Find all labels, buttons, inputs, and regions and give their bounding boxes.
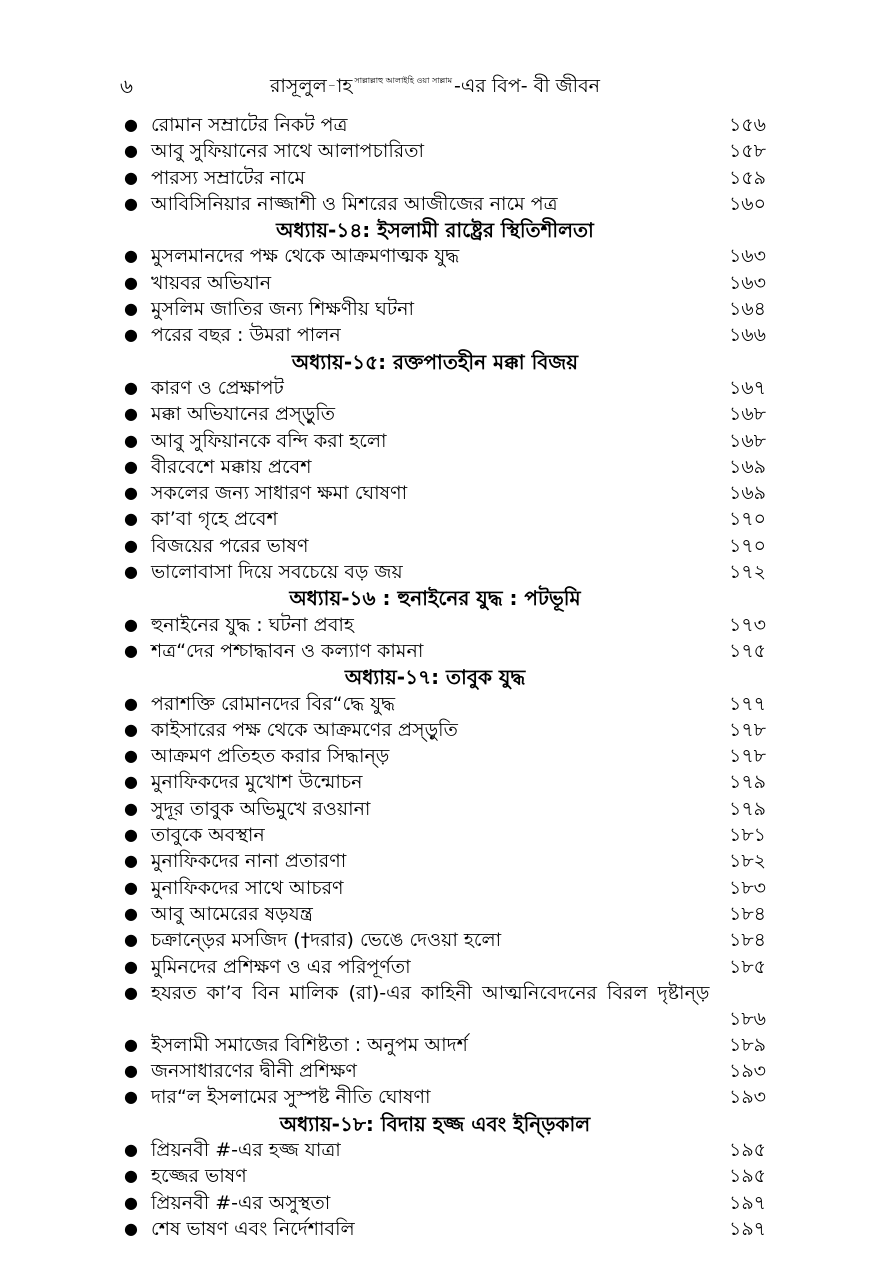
toc-entry-page: ১৮৪ [729,902,766,925]
bullet-icon: ● [124,877,138,897]
bullet-icon: ● [124,903,138,923]
toc-entry-page: ১৯৩ [728,1086,766,1109]
page-header [0,72,870,106]
toc-entry-page: ১৫৮ [729,140,766,163]
toc-entry-page: ১৭৮ [728,745,766,768]
toc-entry-page: ১৬৮ [728,403,766,426]
toc-entry-title: বিজয়ের পরের ভাষণ [151,534,309,557]
toc-entry [0,296,870,322]
bullet-icon: ● [124,404,138,424]
bullet-icon: ● [124,115,138,134]
toc-entry-page: ১৬৯ [728,482,766,505]
toc-entry [0,638,870,664]
toc-entry-title: হুনাইনের যুদ্ধ : ঘটনা প্রবাহ [151,613,354,636]
toc-entry [0,191,870,217]
toc-entry-title: হজ্জের ভাষণ [151,1165,247,1188]
chapter-heading-label: অধ্যায়-১৬ : হুনাইনের যুদ্ধ : পটভূমি [289,586,581,611]
bullet-icon: ● [124,851,138,871]
toc-entry [0,901,870,927]
toc-entry-title: ভালোবাসা দিয়ে সবচেয়ে বড় জয় [151,561,403,584]
toc-entry [0,743,870,769]
bullet-icon: ● [124,509,138,529]
toc-entry [0,1058,870,1084]
toc-entry-title: তাবুকে অবস্থান [151,824,265,847]
toc-entry-page: ১৮৪ [729,929,766,952]
bullet-icon: ● [124,982,138,1002]
toc-entry [0,848,870,874]
toc-entry [0,428,870,454]
toc-entry-title: হযরত কা’ব বিন মালিক (রা)-এর কাহিনী আত্মনিবেদনের বিরল দৃষ্টান্ড় [151,981,710,1004]
toc-entry [0,559,870,585]
bullet-icon: ● [124,614,138,634]
toc-entry-title: আবিসিনিয়ার নাজ্জাশী ও মিশরের আজীজের নামে পত্র [151,192,558,215]
toc-entry-page: ১৯৭ [728,1217,766,1240]
toc-entry-page: ১৬৬ [728,324,766,347]
toc-entry [0,954,870,980]
toc-entry-title: সুদূর তাবুক অভিমুখে রওয়ানা [151,797,371,820]
toc-entry [0,822,870,848]
bullet-icon: ● [124,325,138,345]
bullet-icon: ● [124,798,138,818]
toc-entry [0,1032,870,1058]
bullet-icon: ● [124,930,138,950]
toc-entry-title: প্রিয়নবী #-এর অসুস্থতা [151,1191,331,1214]
toc-entry [0,875,870,901]
toc-entry-title: পরাশক্তি রোমানদের বির“দ্ধে যুদ্ধ [151,692,396,715]
running-title [0,72,870,104]
toc-entry [0,401,870,427]
toc-entry [0,243,870,269]
bullet-icon: ● [124,825,138,845]
bullet-icon: ● [124,746,138,766]
toc-entry-title: মুনাফিকদের মুখোশ উন্মোচন [151,771,363,794]
toc-entry-page: ১৮১ [729,824,766,847]
toc-entry [0,1084,870,1110]
toc-entry-title: সকলের জন্য সাধারণ ক্ষমা ঘোষণা [151,482,408,505]
toc-entry-title: মুসলমানদের পক্ষ থেকে আক্রমণাত্মক যুদ্ধ [151,245,460,268]
bullet-icon: ● [124,246,138,266]
toc-entry [0,322,870,348]
bullet-icon: ● [124,772,138,792]
toc-entry-page: ১৯৫ [729,1165,766,1188]
toc-entry-title: মুসলিম জাতির জন্য শিক্ষণীয় ঘটনা [151,298,415,321]
toc-entry-title: কা’বা গৃহে প্রবেশ [151,508,278,531]
toc-entry-page: ১৮৫ [729,955,766,978]
toc-entry-page: ১৭০ [728,508,766,531]
toc-entry-page: ১৭৯ [728,797,766,820]
toc-entry [0,270,870,296]
toc-entry-title: প্রিয়নবী #-এর হজ্জ যাত্রা [151,1138,341,1161]
toc-entry-page: ১৬৭ [728,376,766,399]
toc-entry [0,533,870,559]
chapter-heading [0,664,870,690]
bullet-icon: ● [124,299,138,319]
chapter-heading-label: অধ্যায়-১৭: তাবুক যুদ্ধ [344,665,526,690]
bullet-icon: ● [124,483,138,503]
toc-entry [0,1137,870,1163]
bullet-icon: ● [124,1139,138,1159]
running-title-start: রাসূলুল-াহ [269,75,353,97]
chapter-heading-label: অধ্যায়-১৫: রক্তপাতহীন মক্কা বিজয় [291,349,579,374]
toc-entry-page: ১৭২ [728,561,766,584]
toc-entry-title: মুনাফিকদের সাথে আচরণ [151,876,344,899]
salutation-calligraphy: সাল্লাল্লাহু আলাইহি ওয়া সাল্লাম [354,76,453,85]
bullet-icon: ● [124,1061,138,1081]
toc-entry-page: ১৬০ [728,192,766,215]
toc-entry-title: পরের বছর : উমরা পালন [151,324,341,347]
toc-entry-title: কারণ ও প্রেক্ষাপট [151,376,284,399]
toc-entry [0,1163,870,1189]
toc-entry [0,769,870,795]
bullet-icon: ● [124,956,138,976]
bullet-icon: ● [124,430,138,450]
bullet-icon: ● [124,719,138,739]
bullet-icon: ● [124,1087,138,1107]
toc-entry [0,691,870,717]
toc-entry-title: শত্র“দের পশ্চাদ্ধাবন ও কল্যাণ কামনা [151,639,424,662]
toc-entry-title: আবু সুফিয়ানের সাথে আলাপচারিতা [151,140,424,163]
toc-entry-page: ১৬৪ [728,298,766,321]
bullet-icon: ● [124,272,138,292]
toc-entry [0,454,870,480]
chapter-heading [0,585,870,611]
toc-entry-title: জনসাধারণের দ্বীনী প্রশিক্ষণ [151,1060,357,1083]
toc-entry-page: ১৯৭ [728,1191,766,1214]
bullet-icon: ● [124,693,138,713]
chapter-heading [0,349,870,375]
bullet-icon: ● [124,456,138,476]
toc-entry-page: ১৭৫ [728,639,766,662]
toc-entry [0,927,870,953]
toc-entry [0,165,870,191]
toc-entry-title: কাইসারের পক্ষ থেকে আক্রমণের প্রস্ড়ুতি [151,718,458,741]
toc-entry-page: ১৫৬ [728,114,766,136]
toc-entry [0,1190,870,1216]
toc-entry [0,612,870,638]
chapter-heading-label: অধ্যায়-১৪: ইসলামী রাষ্ট্রের স্থিতিশীলতা [276,218,594,243]
toc-entry-title: দার“ল ইসলামের সুস্পষ্ট নীতি ঘোষণা [151,1086,431,1109]
toc-entry-page: ১৭৭ [728,692,766,715]
toc-entry-page: ১৮৬ [728,1007,766,1030]
toc-entry-page: ১৮৩ [728,876,766,899]
bullet-icon: ● [124,562,138,582]
toc-entry [0,506,870,532]
toc-entry-page: ১৬৮ [728,429,766,452]
toc-entry-title: রোমান সম্রাটের নিকট পত্র [151,114,348,136]
toc-entry-title: মুনাফিকদের নানা প্রতারণা [151,850,347,873]
bullet-icon: ● [124,1218,138,1238]
table-of-contents [0,112,870,1242]
toc-entry-title: ইসলামী সমাজের বিশিষ্টতা : অনুপম আদর্শ [151,1033,468,1056]
toc-entry-title: চক্রান্ড়ের মসজিদ (†দরার) ভেঙে দেওয়া হলো [151,929,502,952]
bullet-icon: ● [124,1192,138,1212]
toc-entry-title: পারস্য সম্রাটের নামে [151,166,306,189]
toc-entry-title: আবু সুফিয়ানকে বন্দি করা হলো [151,429,387,452]
toc-entry-title: খায়বর অভিযান [151,271,272,294]
toc-entry-page: ১৭৩ [728,613,766,636]
toc-entry-page: ১৫৯ [729,166,766,189]
bullet-icon: ● [124,377,138,397]
bullet-icon: ● [124,1034,138,1054]
toc-entry-title: মক্কা অভিযানের প্রস্ড়ুতি [151,403,336,426]
toc-entry [0,375,870,401]
toc-entry-page: ১৭৯ [728,771,766,794]
toc-entry-page: ১৬৩ [728,245,766,268]
chapter-heading-label: অধ্যায়-১৮: বিদায় হজ্জ এবং ইন্ড়িকাল [279,1111,591,1136]
toc-entry-page: ১৮৯ [729,1033,766,1056]
bullet-icon: ● [124,167,138,187]
toc-entry [0,112,870,138]
bullet-icon: ● [124,640,138,660]
toc-entry [0,980,870,1032]
chapter-heading [0,1111,870,1137]
toc-entry-title: আবু আমেরের ষড়যন্ত্র [151,902,313,925]
toc-entry [0,717,870,743]
toc-entry-page: ১৬৯ [728,455,766,478]
bullet-icon: ● [124,141,138,161]
toc-entry-title: আক্রমণ প্রতিহত করার সিদ্ধান্ড় [151,745,390,768]
toc-entry-page: ১৬৩ [728,271,766,294]
toc-entry-page: ১৭৮ [728,718,766,741]
bullet-icon: ● [124,193,138,213]
toc-entry [0,480,870,506]
bullet-icon: ● [124,535,138,555]
chapter-heading [0,217,870,243]
toc-entry-page: ১৯৩ [728,1060,766,1083]
page-number: ৬ [120,74,134,98]
toc-entry [0,1216,870,1242]
toc-entry [0,796,870,822]
toc-entry-title: বীরবেশে মক্কায় প্রবেশ [151,455,312,478]
toc-entry-page: ১৯৫ [729,1138,766,1161]
running-title-end: -এর বিপ- বী জীবন [454,75,601,97]
toc-entry-page: ১৭০ [728,534,766,557]
toc-entry-title: শেষ ভাষণ এবং নির্দেশাবলি [151,1217,355,1240]
toc-entry-page: ১৮২ [728,850,766,873]
toc-entry-title: মুমিনদের প্রশিক্ষণ ও এর পরিপূর্ণতা [151,955,411,978]
toc-entry [0,138,870,164]
bullet-icon: ● [124,1166,138,1186]
